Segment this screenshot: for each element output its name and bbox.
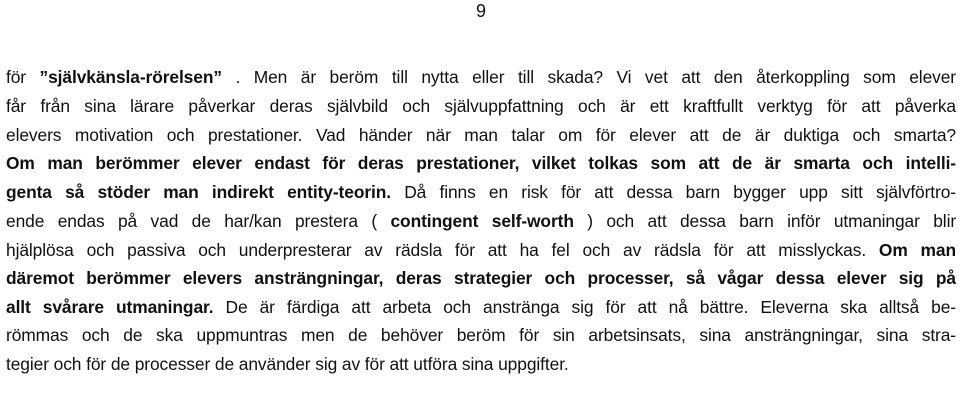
text-line [6, 124, 956, 146]
bold-text-run: däremot berömmer elevers ansträngningar, deras strategier och processer, så vågar dessa elever sig på [6, 268, 956, 288]
bold-text-run: allt svårare utmaningar. [6, 297, 214, 317]
text-run: hjälplösa och passiva och underpresterar av rädsla för att ha fel och av rädsla för att misslyckas. [6, 240, 879, 260]
text-line [6, 152, 956, 174]
text-run: för [6, 67, 40, 87]
bold-text-run: contingent self-worth [390, 211, 574, 231]
bold-text-run: ”självkänsla-rörelsen” [39, 67, 222, 87]
text-line [6, 66, 956, 88]
text-run: tegier och för de processer de använder sig av för att utföra sina uppgifter. [6, 354, 569, 374]
text-line [6, 267, 956, 289]
text-line [6, 210, 956, 232]
page-number: 9 [476, 1, 487, 21]
text-line [6, 239, 956, 261]
text-line [6, 353, 569, 375]
text-run: elevers motivation och prestationer. Vad händer när man talar om för elever att de är duktiga och smarta? [6, 125, 956, 145]
text-run: får från sina lärare påverkar deras självbild och självuppfattning och är ett kraftfullt verktyg för att påverka [6, 96, 956, 116]
text-run: . Men är beröm till nytta eller till skada? Vi vet att den återkoppling som elever [235, 67, 956, 87]
text-run: römmas och de ska uppmuntras men de behöver beröm för sin arbetsinsats, sina ansträngningar, sina stra- [6, 325, 956, 345]
text-run: De är färdiga att arbeta och anstränga sig för att nå bättre. Eleverna ska alltså be- [225, 297, 956, 317]
text-run: Då finns en risk för att dessa barn bygger upp sitt självförtro- [404, 182, 956, 202]
text-run: ) och att dessa barn inför utmaningar blir [587, 211, 957, 231]
text-run: ende endas på vad de har/kan prestera ( [6, 211, 378, 231]
text-line [6, 95, 956, 117]
bold-text-run: Om man berömmer elever endast för deras prestationer, vilket tolkas som att de är smarta och intelli- [6, 153, 956, 173]
bold-text-run: Om man [878, 240, 956, 260]
text-line [6, 181, 956, 203]
text-line [6, 296, 956, 318]
text-line [6, 324, 956, 346]
bold-text-run: genta så stöder man indirekt entity-teorin. [6, 182, 391, 202]
